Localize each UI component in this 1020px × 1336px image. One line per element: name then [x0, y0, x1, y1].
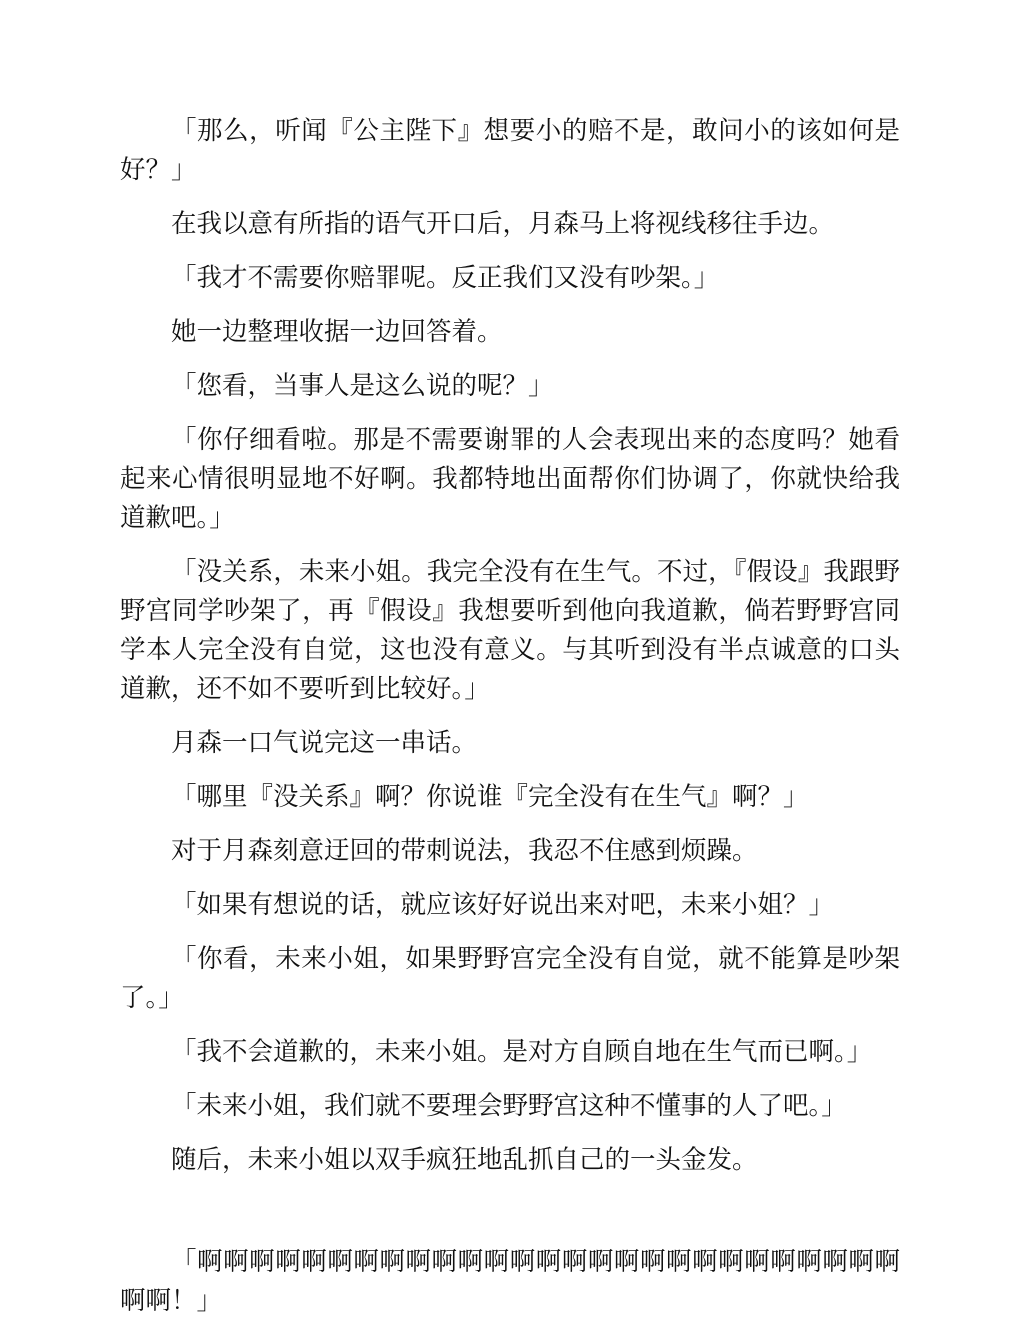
novel-text-body [120, 112, 900, 1336]
paragraph: 「你看，未来小姐，如果野野宫完全没有自觉，就不能算是吵架了。」 [120, 944, 900, 1013]
paragraph: 「那么，听闻『公主陛下』想要小的赔不是，敢问小的该如何是好？」 [120, 116, 900, 185]
paragraph: 对于月森刻意迂回的带刺说法，我忍不住感到烦躁。 [171, 836, 758, 866]
paragraph: 「没关系，未来小姐。我完全没有在生气。不过，『假设』我跟野野宫同学吵架了，再『假设』我想要听到他向我道歉，倘若野野宫同学本人完全没有自觉，这也没有意义。与其听到没有半点诚意的口头道歉，还不如不要听到比较好。」 [120, 557, 900, 704]
paragraph: 随后，未来小姐以双手疯狂地乱抓自己的一头金发。 [171, 1145, 758, 1175]
paragraph: 「您看，当事人是这么说的呢？」 [171, 371, 554, 401]
paragraph: 她一边整理收据一边回答着。 [171, 317, 503, 347]
paragraph: 在我以意有所指的语气开口后，月森马上将视线移往手边。 [171, 209, 835, 239]
paragraph: 「我才不需要你赔罪呢。反正我们又没有吵架。」 [171, 263, 720, 293]
section-spacer [120, 1195, 900, 1243]
paragraph: 「啊啊啊啊啊啊啊啊啊啊啊啊啊啊啊啊啊啊啊啊啊啊啊啊啊啊啊啊啊！」 [120, 1247, 900, 1316]
paragraph: 「我不会道歉的，未来小姐。是对方自顾自地在生气而已啊。」 [171, 1037, 873, 1067]
paragraph: 「未来小姐，我们就不要理会野野宫这种不懂事的人了吧。」 [171, 1091, 847, 1121]
paragraph: 「如果有想说的话，就应该好好说出来对吧，未来小姐？」 [171, 890, 835, 920]
paragraph: 「你仔细看啦。那是不需要谢罪的人会表现出来的态度吗？她看起来心情很明显地不好啊。我都特地出面帮你们协调了，你就快给我道歉吧。」 [120, 425, 900, 533]
paragraph: 「哪里『没关系』啊？你说谁『完全没有在生气』啊？」 [171, 782, 809, 812]
paragraph: 月森一口气说完这一串话。 [171, 728, 478, 758]
